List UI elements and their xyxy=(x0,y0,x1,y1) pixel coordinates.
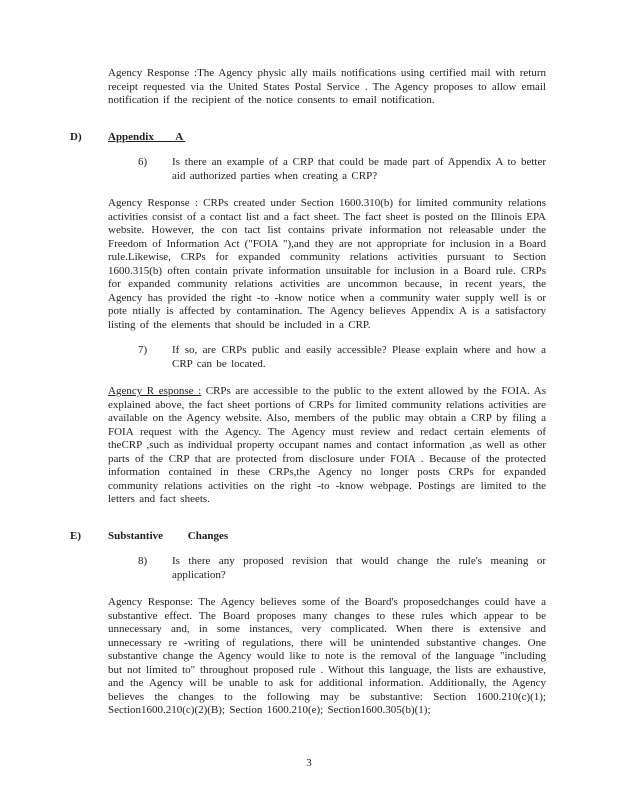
question-8-number: 8) xyxy=(138,555,148,567)
question-7-text: If so, are CRPs public and easily accessible? Please explain where and how a CRP can be located. xyxy=(172,344,546,370)
question-6-text: Is there an example of a CRP that could be made part of Appendix A to better aid authorized parties when creating a CRP? xyxy=(172,156,546,182)
question-8 xyxy=(138,555,546,582)
section-e-heading xyxy=(70,529,546,544)
response-7-body: CRPs are accessible to the public to the extent allowed by the FOIA. As explained above, the fact sheet portions of CRPs for limited community relations activities are available on the Agency website. Also, members of the public may obtain a CRP by filing a FOIA request with the Agency. The Agency must review and redact certain elements of theCRP ,such as individual property occupant names and contact information ,as well as other parts of the CRP that are protected from disclosure under FOIA . Because of the protected information contained in these CRPs,the Agency no longer posts CRPs for expanded community relations activities on the right -to -know webpage. Postings are limited to the letters and fact sheets. xyxy=(108,385,546,505)
section-d-title: Appendix A xyxy=(108,130,186,143)
page-number: 3 xyxy=(306,757,312,769)
question-8-text: Is there any proposed revision that would change the rule's meaning or application? xyxy=(172,555,546,581)
question-7 xyxy=(138,344,546,371)
section-d-heading xyxy=(70,130,546,145)
question-7-number: 7) xyxy=(138,344,148,356)
section-e-title: Substantive Changes xyxy=(108,529,229,542)
section-d-label: D) xyxy=(70,130,82,143)
document-body xyxy=(70,67,546,718)
section-e-label: E) xyxy=(70,529,81,542)
response-7-paragraph xyxy=(108,385,546,507)
response-6-paragraph: Agency Response : CRPs created under Section 1600.310(b) for limited community relations activities consist of a contact list and a fact sheet. The fact sheet is posted on the Illinois EPA website. However, the con tact list contains private information not releasable under the Freedom of Information Act ("FOIA "),and they are not appropriate for inclusion in a Board rule.Likewise, CRPs for expanded community relations activities pursuant to Section 1600.315(b) often contain private information unsuitable for inclusion in a Board rule. CRPs for expanded community relations activities are uncommon because, in recent years, the Agency has provided the right -to -know notice when a community water supply well is or pote ntially is affected by contamination. The Agency believes Appendix A is a satisfactory listing of the elements that should be included in a CRP. xyxy=(108,197,546,331)
response-7-lead: Agency R esponse : xyxy=(108,385,202,397)
intro-paragraph: Agency Response :The Agency physic ally mails notifications using certified mail with return receipt requested via the United States Postal Service . The Agency proposes to allow email notification if the recipient of the notice consents to email notification. xyxy=(108,67,546,106)
question-6 xyxy=(138,156,546,183)
question-6-number: 6) xyxy=(138,156,148,168)
response-8-paragraph: Agency Response: The Agency believes some of the Board's proposedchanges could have a substantive effect. The Board proposes many changes to these rules which appear to be unnecessary and, in some instances, very complicated. When there is extensive and unnecessary re -writing of regulations, there will be unintended substantive changes. One substantive change the Agency would like to note is the removal of the language "including but not limited to" throughout proposed rule . Without this language, the lists are exhaustive, and the Agency will be unable to ask for additional information. Additionally, the Agency believes the changes to the following may be substantive: Section 1600.210(c)(1); Section1600.210(c)(2)(B); Section 1600.210(e); Section1600.305(b)(1); xyxy=(108,596,546,716)
